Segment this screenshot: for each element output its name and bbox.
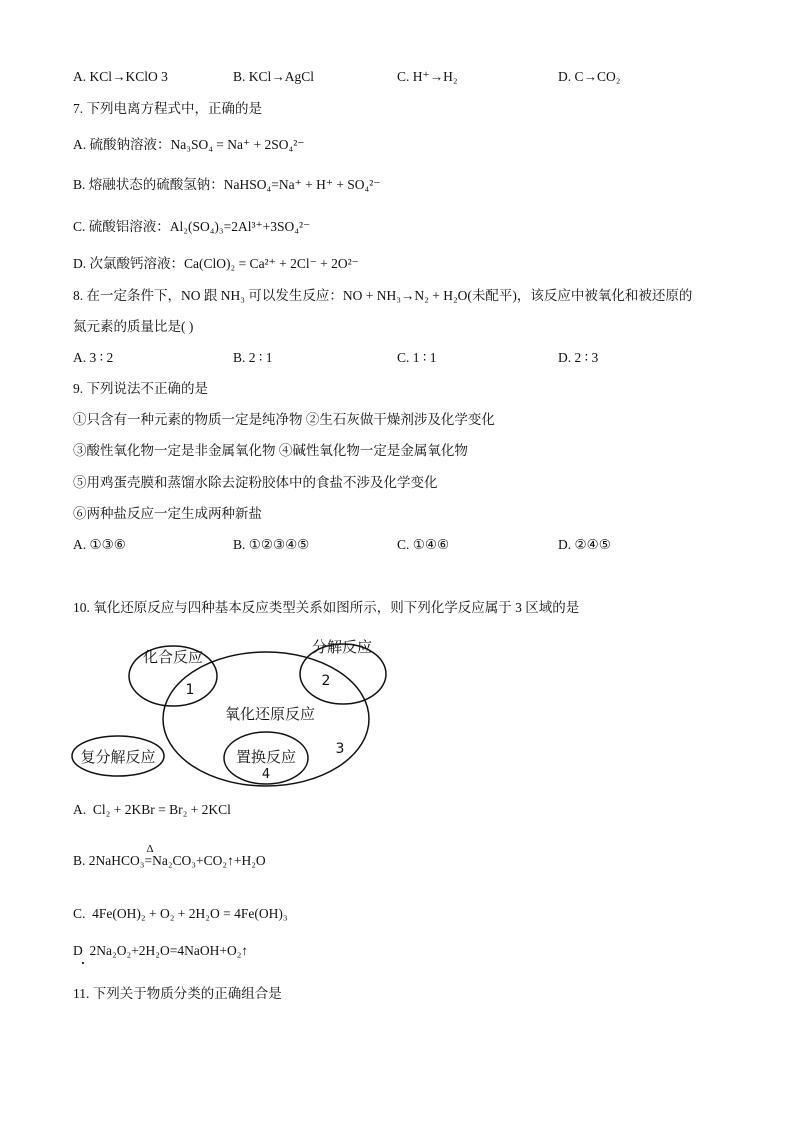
q7-option-d-label: D. 次氯酸钙溶液：: [73, 256, 184, 271]
q8-option-d-letter: D.: [558, 350, 572, 365]
double-decomposition-label: 复分解反应: [80, 748, 156, 766]
q9-option-b-letter: B.: [233, 537, 246, 552]
q6-option-d-letter: D.: [558, 69, 572, 84]
q7-option-b-equation: NaHSO₄=Na⁺ + H⁺ + SO₄²⁻: [223, 177, 381, 192]
region-4-label: 4: [261, 767, 271, 782]
q6-option-d-text: C→CO₂: [574, 69, 621, 84]
q10-option-b-reactant: 2NaHCO₃: [88, 853, 145, 868]
q9-option-d-letter: D.: [558, 537, 572, 552]
q8-stem-line2: 氮元素的质量比是( ): [73, 319, 194, 334]
q8-option-c-letter: C.: [397, 350, 410, 365]
q10-option-c-equation: 4Fe(OH)₂ + O₂ + 2H₂O = 4Fe(OH)₃: [92, 906, 288, 921]
q9-option-c-letter: C.: [397, 537, 410, 552]
q7-option-d: [73, 255, 359, 273]
region-3-label: 3: [335, 741, 345, 757]
q9-option-a-letter: A.: [73, 537, 87, 552]
q7-option-c: [73, 218, 310, 236]
q10-option-c: [73, 905, 288, 923]
combination-label: 化合反应: [142, 648, 204, 666]
q10-option-a-equation: Cl₂ + 2KBr = Br₂ + 2KCl: [92, 802, 231, 817]
q8-option-a: [73, 349, 113, 367]
q9-option-a: [73, 536, 126, 554]
q10-option-c-label: C.: [73, 906, 86, 921]
q6-option-b-letter: B.: [233, 69, 246, 84]
q7-stem: 7. 下列电离方程式中，正确的是: [73, 101, 262, 116]
q6-option-a-text: KCl→KClO 3: [89, 69, 168, 84]
q6-option-a: [73, 68, 168, 86]
q6-option-a-letter: A.: [73, 69, 87, 84]
q8-option-b-text: 2 ∶ 1: [248, 350, 273, 365]
q6-option-c-letter: C.: [397, 69, 410, 84]
q9-statement-1: ①只含有一种元素的物质一定是纯净物 ②生石灰做干燥剂涉及化学变化: [73, 412, 495, 427]
redox-label: 氧化还原反应: [224, 705, 316, 723]
q7-option-b: [73, 176, 380, 194]
q10-stem: 10. 氧化还原反应与四种基本反应类型关系如图所示，则下列化学反应属于 3 区域的是: [73, 600, 580, 615]
q9-option-b-text: ①②③④⑤: [248, 537, 310, 552]
decomposition-label: 分解反应: [311, 638, 373, 656]
heat-symbol: Δ: [146, 843, 154, 855]
q9-option-a-text: ①③⑥: [89, 537, 126, 552]
q9-option-c-text: ①④⑥: [412, 537, 450, 552]
q9-option-c: [397, 536, 449, 554]
q6-option-b: [233, 68, 314, 86]
q8-option-a-letter: A.: [73, 350, 87, 365]
q6-option-d: [558, 68, 620, 86]
q10-option-a: [73, 801, 231, 819]
q10-option-d-equation: 2Na₂O₂+2H₂O=4NaOH+O₂↑: [89, 943, 249, 958]
q9-statement-2: ③酸性氧化物一定是非金属氧化物 ④碱性氧化物一定是金属氧化物: [73, 443, 468, 458]
q7-option-a: [73, 136, 304, 154]
q8-option-b: [233, 349, 273, 367]
q9-statement-3: ⑤用鸡蛋壳膜和蒸馏水除去淀粉胶体中的食盐不涉及化学变化: [73, 475, 438, 490]
q6-option-b-text: KCl→AgCl: [248, 69, 315, 84]
q9-stem: 9. 下列说法不正确的是: [73, 381, 208, 396]
q8-option-d-text: 2 ∶ 3: [574, 350, 599, 365]
q10-option-b: B. 2NaHCO₃ Δ =Na₂CO₃+CO₂↑+H₂O: [73, 852, 266, 870]
region-2-label: 2: [321, 673, 331, 689]
reaction-type-venn-diagram: [70, 628, 390, 788]
q10-option-b-products: Na₂CO₃+CO₂↑+H₂O: [152, 853, 266, 868]
q10-option-d-label: D: [73, 943, 83, 958]
q9-option-d: [558, 536, 611, 554]
q6-option-c-text: H⁺→H₂: [412, 69, 458, 84]
q7-option-d-equation: Ca(ClO)₂ = Ca²⁺ + 2Cl⁻ + 2O²⁻: [184, 256, 359, 271]
q9-option-d-text: ②④⑤: [574, 537, 611, 552]
q7-option-c-label: C. 硫酸铝溶液：: [73, 219, 170, 234]
q8-option-b-letter: B.: [233, 350, 246, 365]
q8-option-d: [558, 349, 598, 367]
q8-option-a-text: 3 ∶ 2: [89, 350, 114, 365]
q7-option-a-equation: Na₃SO₄ = Na⁺ + 2SO₄²⁻: [170, 137, 305, 152]
stray-dot: [82, 962, 84, 964]
q8-stem-line1: 8. 在一定条件下，NO 跟 NH₃ 可以发生反应：NO + NH₃→N₂ + H₂O(未配平)，该反应中被氧化和被还原的: [73, 288, 693, 303]
q9-option-b: [233, 536, 309, 554]
q8-option-c-text: 1 ∶ 1: [412, 350, 437, 365]
q11-stem: 11. 下列关于物质分类的正确组合是: [73, 986, 282, 1001]
q10-option-b-label: B.: [73, 853, 86, 868]
q7-option-a-label: A. 硫酸钠溶液：: [73, 137, 171, 152]
q7-option-b-label: B. 熔融状态的硫酸氢钠：: [73, 177, 224, 192]
region-1-label: 1: [185, 682, 195, 698]
q9-statement-4: ⑥两种盐反应一定生成两种新盐: [73, 506, 262, 521]
q8-option-c: [397, 349, 437, 367]
q10-option-d: [73, 942, 248, 960]
displacement-label: 置换反应: [235, 748, 297, 766]
q7-option-c-equation: Al₂(SO₄)₃=2Al³⁺+3SO₄²⁻: [169, 219, 311, 234]
q10-option-a-label: A.: [73, 802, 87, 817]
q6-option-c: [397, 68, 458, 86]
